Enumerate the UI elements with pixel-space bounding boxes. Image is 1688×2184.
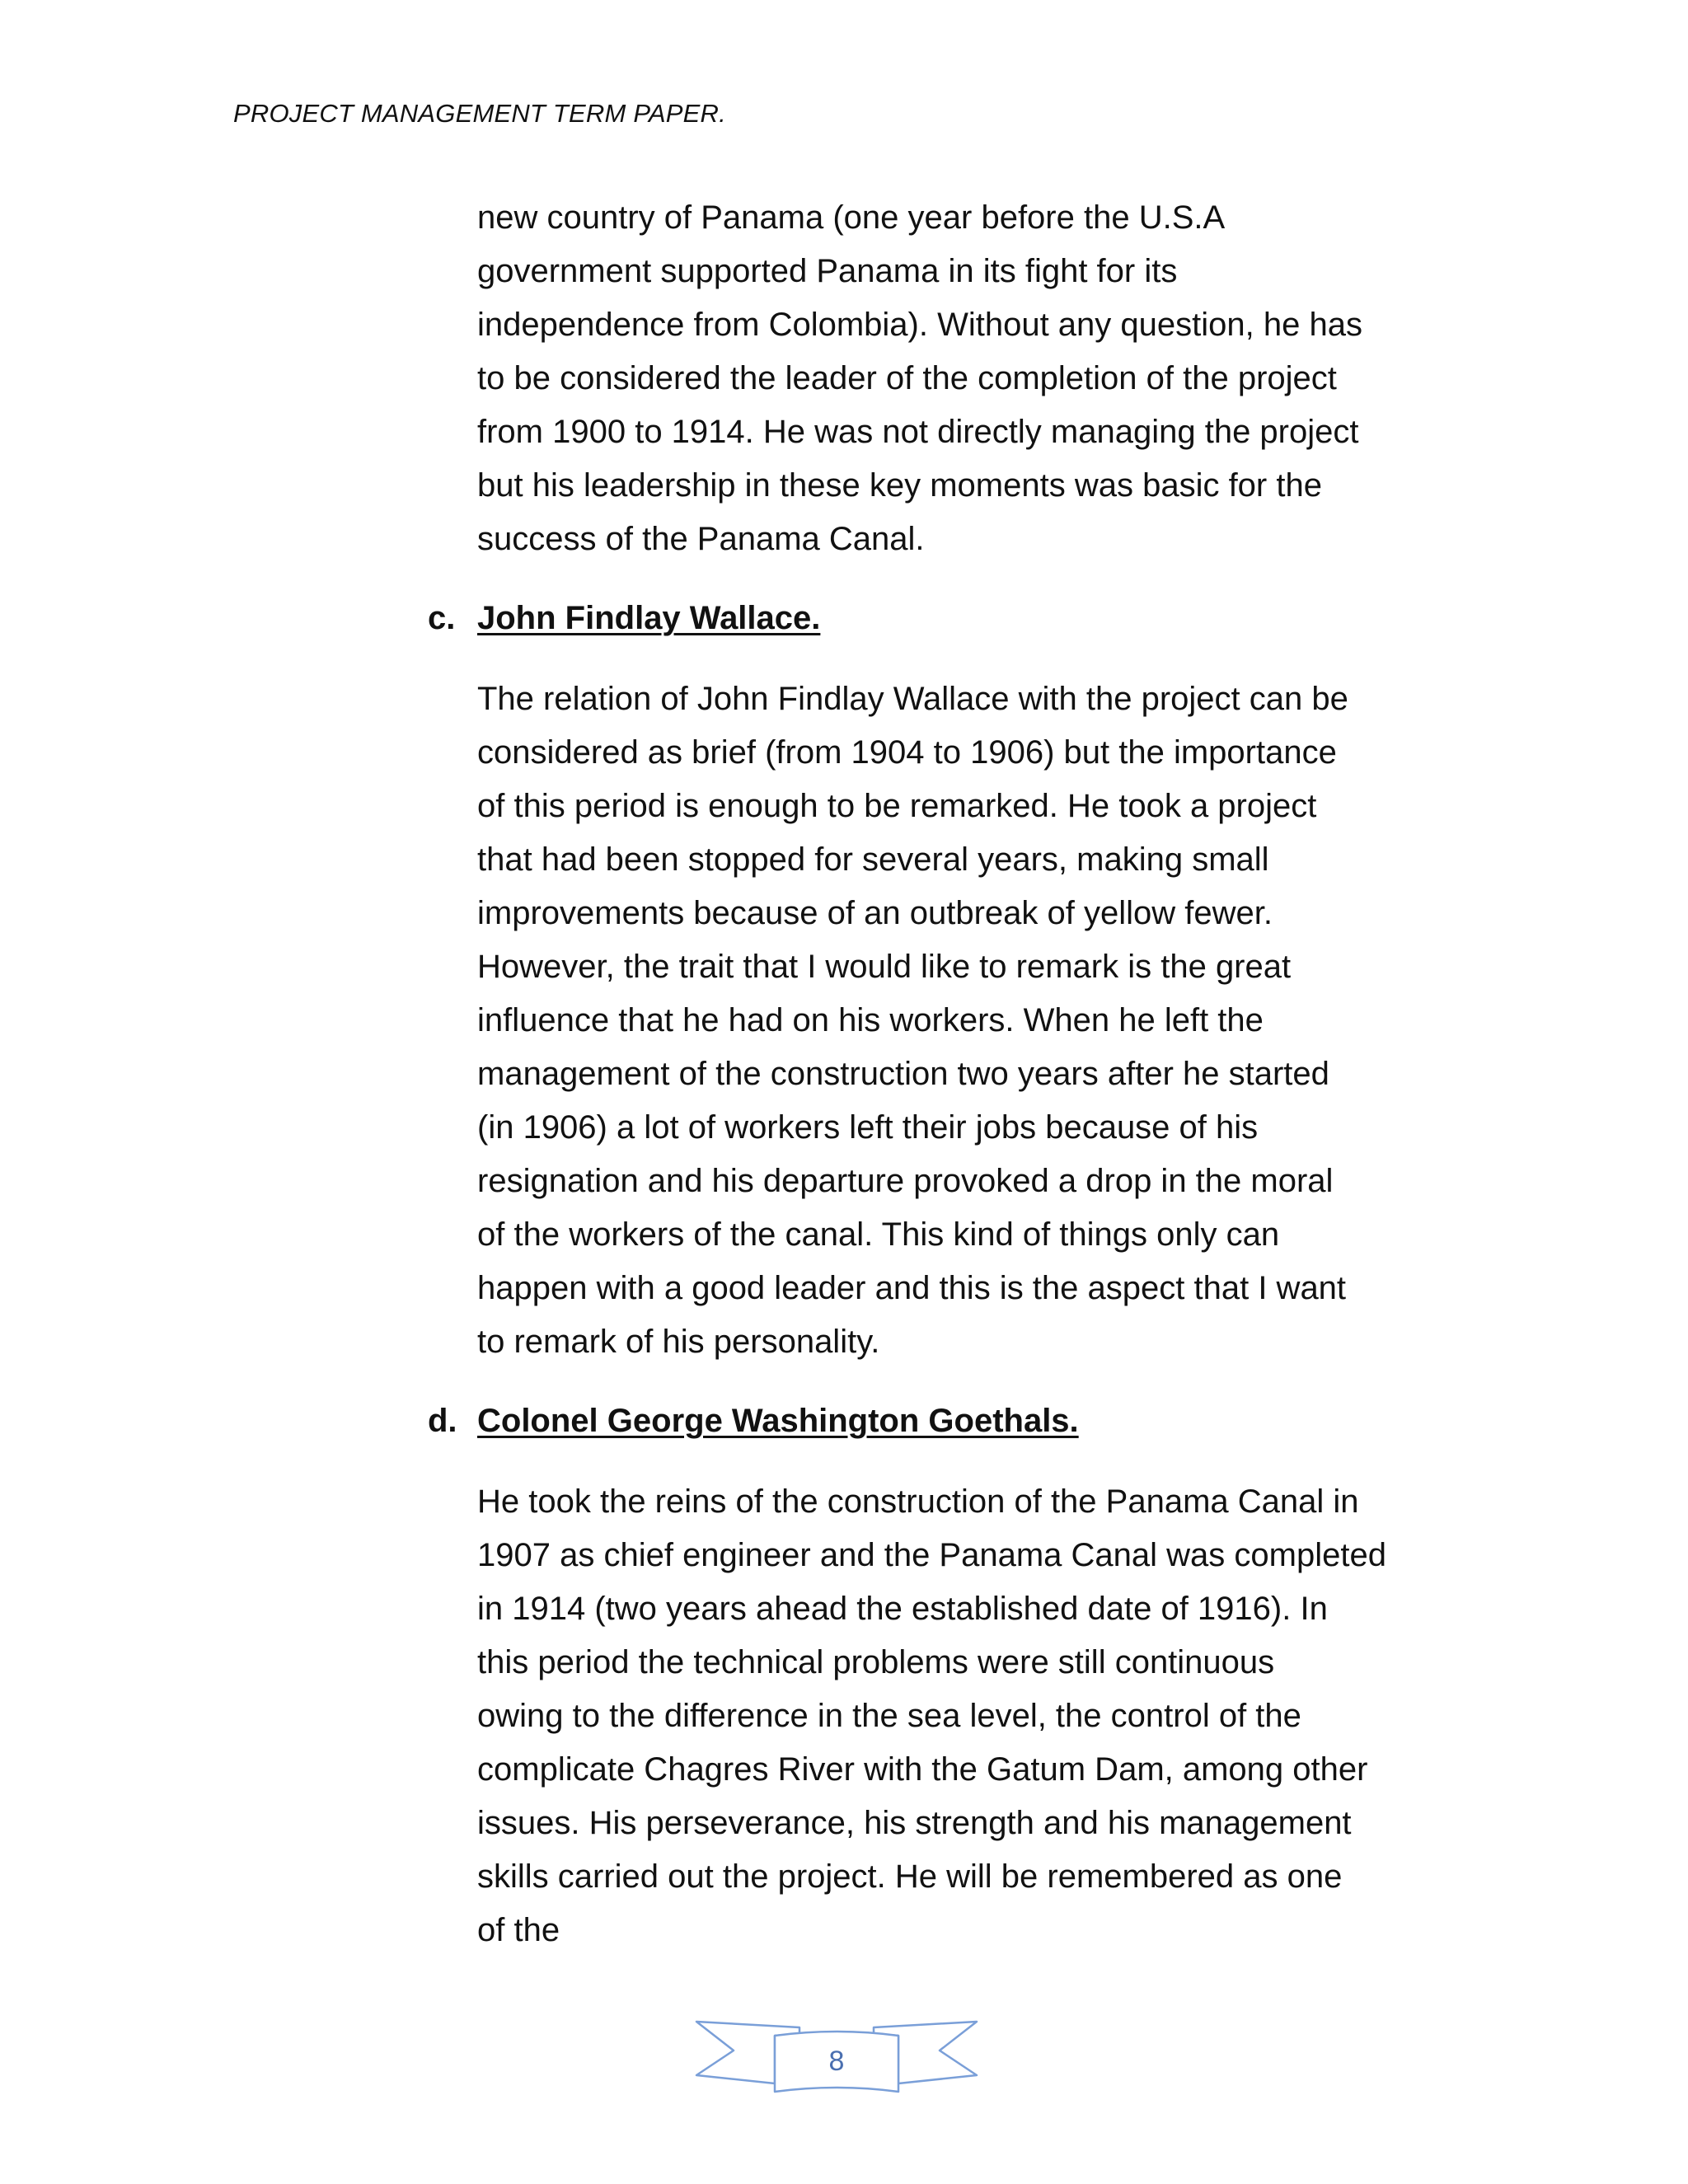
paragraph-line: (in 1906) a lot of workers left their jobs because of his	[477, 1109, 1259, 1146]
paragraph-line: He took the reins of the construction of the Panama Canal in	[477, 1483, 1359, 1520]
paragraph-line: happen with a good leader and this is the aspect that I want	[477, 1270, 1347, 1306]
paragraph-line: skills carried out the project. He will be remembered as one	[477, 1858, 1343, 1895]
paragraph-line: of the workers of the canal. This kind of things only can	[477, 1216, 1280, 1253]
paragraph-line: of this period is enough to be remarked. He took a project	[477, 788, 1317, 824]
paragraph-line: from 1900 to 1914. He was not directly managing the project	[477, 414, 1359, 450]
goethals-paragraph	[477, 1475, 1458, 1957]
paragraph-line: issues. His perseverance, his strength and his management	[477, 1805, 1352, 1841]
list-marker: d.	[428, 1403, 457, 1439]
intro-paragraph	[477, 191, 1458, 566]
paragraph-line: to remark of his personality.	[477, 1324, 880, 1360]
wallace-paragraph	[477, 673, 1458, 1369]
paragraph-line: influence that he had on his workers. When he left the	[477, 1002, 1264, 1038]
paragraph-line: 1907 as chief engineer and the Panama Canal was completed	[477, 1537, 1386, 1573]
paragraph-line: considered as brief (from 1904 to 1906) but the importance	[477, 734, 1337, 771]
paragraph-line: but his leadership in these key moments was basic for the	[477, 467, 1322, 504]
running-header: PROJECT MANAGEMENT TERM PAPER.	[233, 99, 726, 128]
section-heading-goethals	[428, 1394, 1079, 1448]
paragraph-line: independence from Colombia). Without any question, he has	[477, 307, 1362, 343]
paragraph-line: resignation and his departure provoked a drop in the moral	[477, 1163, 1334, 1199]
paragraph-line: The relation of John Findlay Wallace with the project can be	[477, 681, 1348, 717]
paragraph-line: owing to the difference in the sea level, the control of the	[477, 1698, 1301, 1734]
paragraph-line: management of the construction two years after he started	[477, 1056, 1329, 1092]
paragraph-line: government supported Panama in its fight for its	[477, 253, 1178, 289]
page-number: 8	[828, 2046, 845, 2077]
paragraph-line: to be considered the leader of the completion of the project	[477, 360, 1337, 396]
paragraph-line: However, the trait that I would like to remark is the great	[477, 949, 1292, 985]
paragraph-line: this period the technical problems were still continuous	[477, 1644, 1275, 1680]
paragraph-line: complicate Chagres River with the Gatum Dam, among other	[477, 1751, 1368, 1788]
section-heading-wallace	[428, 592, 820, 645]
list-marker: c.	[428, 600, 456, 636]
section-title: John Findlay Wallace.	[477, 600, 821, 636]
section-title: Colonel George Washington Goethals.	[477, 1403, 1079, 1439]
paragraph-line: success of the Panama Canal.	[477, 521, 925, 557]
paragraph-line: new country of Panama (one year before the U.S.A	[477, 199, 1226, 236]
paragraph-line: that had been stopped for several years, making small	[477, 841, 1269, 878]
paragraph-line: improvements because of an outbreak of yellow fewer.	[477, 895, 1273, 931]
paragraph-line: of the	[477, 1912, 560, 1948]
paragraph-line: in 1914 (two years ahead the established date of 1916). In	[477, 1591, 1328, 1627]
